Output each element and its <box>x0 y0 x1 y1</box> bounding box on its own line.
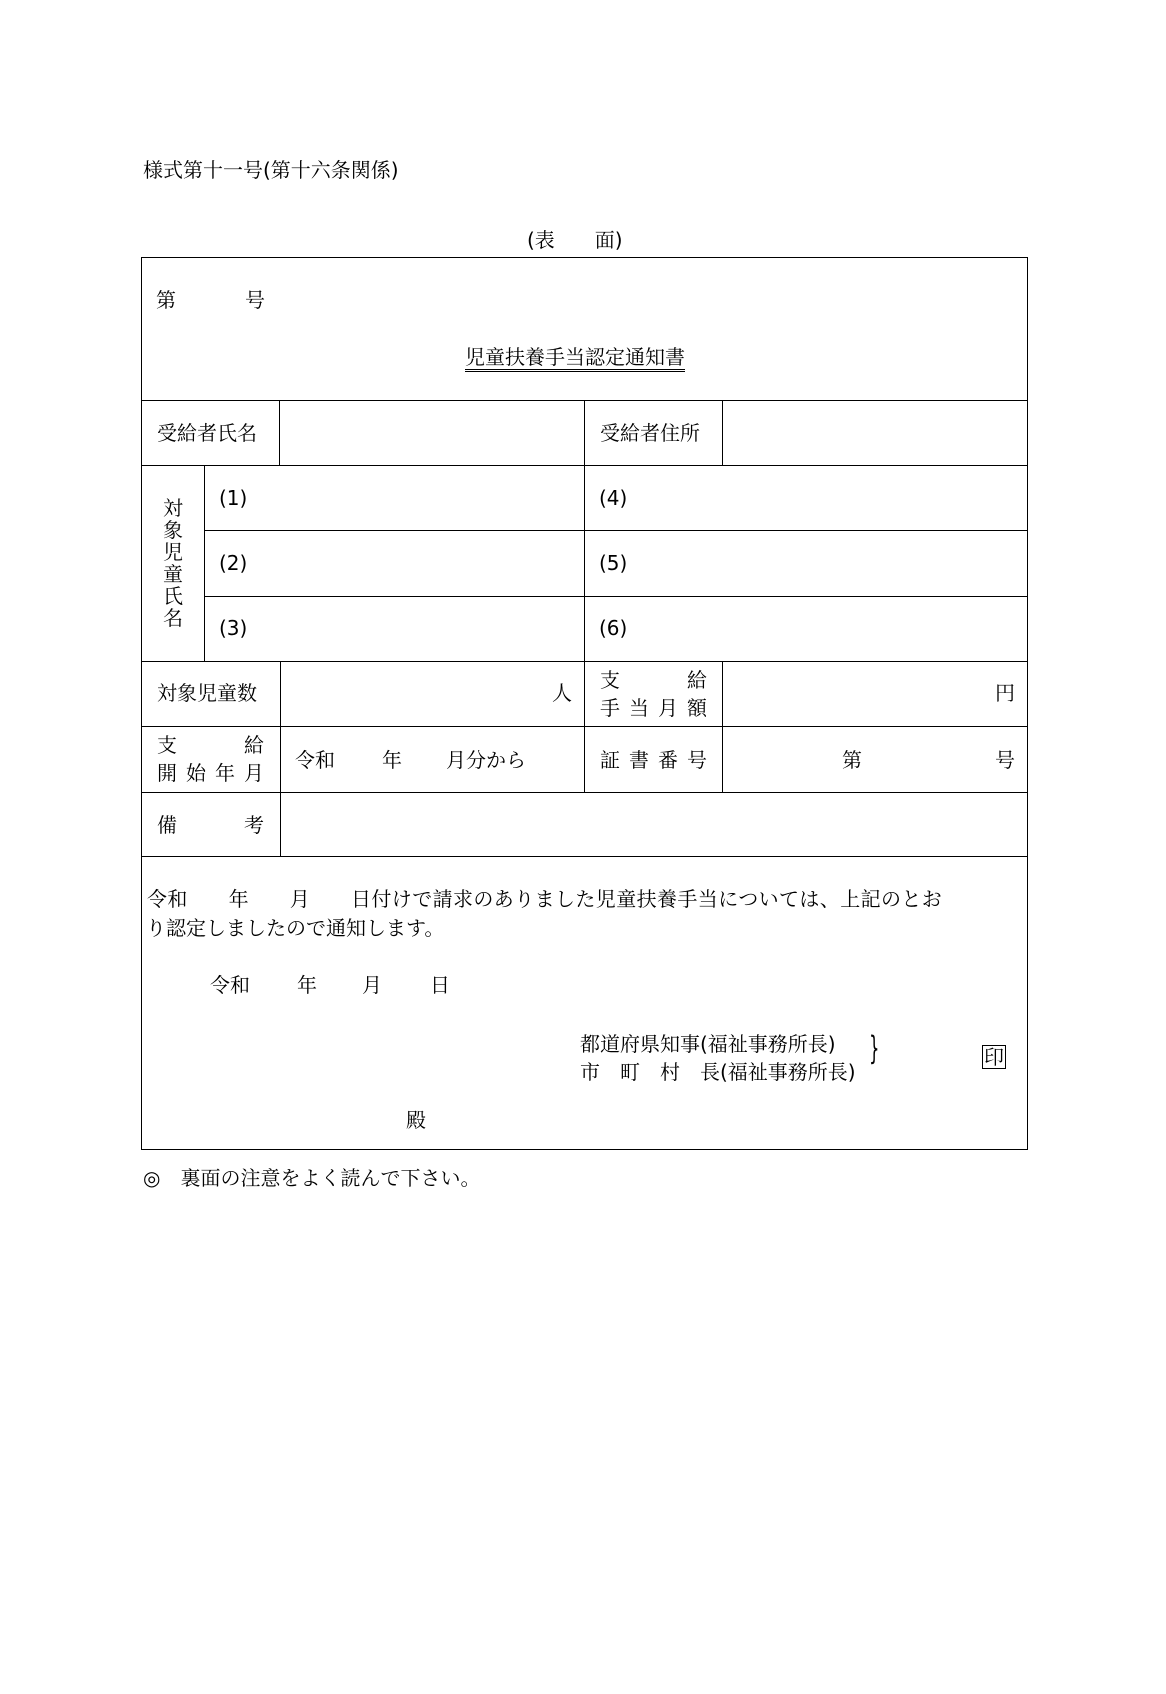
number-suffix: 号 <box>245 288 265 312</box>
issue-date-month: 月 <box>362 973 382 997</box>
child-count-unit: 人 <box>552 681 572 705</box>
start-label-top: 支 給 <box>157 733 264 757</box>
certificate-prefix: 第 <box>842 748 862 772</box>
footnote: ◎ 裏面の注意をよく読んで下さい。 <box>143 1166 481 1190</box>
brace-icon: } <box>869 1029 880 1067</box>
recipient-name-label: 受給者氏名 <box>157 421 257 445</box>
start-era: 令和 <box>295 748 335 772</box>
child-slot-4: (4) <box>599 486 628 510</box>
start-year: 年 <box>382 748 402 772</box>
honorific: 殿 <box>406 1108 426 1132</box>
number-prefix: 第 <box>156 288 176 312</box>
child-slot-1: (1) <box>219 486 248 510</box>
issue-date-era: 令和 <box>210 973 250 997</box>
child-slot-5: (5) <box>599 551 628 575</box>
document-title: 児童扶養手当認定通知書 <box>465 347 685 372</box>
child-count-label: 対象児童数 <box>157 681 257 705</box>
issuer-prefecture: 都道府県知事(福祉事務所長) <box>580 1032 836 1056</box>
start-label-bottom: 開 始 年 月 <box>157 761 264 785</box>
recipient-address-label: 受給者住所 <box>600 421 700 445</box>
monthly-amount-label-bottom: 手 当 月 額 <box>600 696 707 720</box>
form-number: 様式第十一号(第十六条関係) <box>143 158 399 182</box>
side-label: (表 面) <box>527 228 623 252</box>
issuer-municipality: 市 町 村 長(福祉事務所長) <box>580 1060 856 1084</box>
remarks-label: 備 考 <box>157 813 264 837</box>
child-slot-6: (6) <box>599 616 628 640</box>
child-slot-2: (2) <box>219 551 248 575</box>
issue-date-year: 年 <box>297 973 317 997</box>
child-slot-3: (3) <box>219 616 248 640</box>
monthly-amount-label-top: 支 給 <box>600 668 707 692</box>
certificate-number-label: 証 書 番 号 <box>600 748 707 772</box>
children-names-label: 対 象 児 童 氏 名 <box>163 496 183 630</box>
issue-date-day: 日 <box>430 973 450 997</box>
amount-unit: 円 <box>995 681 1015 705</box>
notice-text-line2: り認定しましたので通知します。 <box>146 916 445 940</box>
notice-text-line1: 令和 年 月 日付けで請求のありました児童扶養手当については、上記のとお <box>147 887 943 911</box>
certificate-suffix: 号 <box>995 748 1015 772</box>
start-month: 月分から <box>446 748 526 772</box>
seal-mark: 印 <box>984 1045 1004 1069</box>
